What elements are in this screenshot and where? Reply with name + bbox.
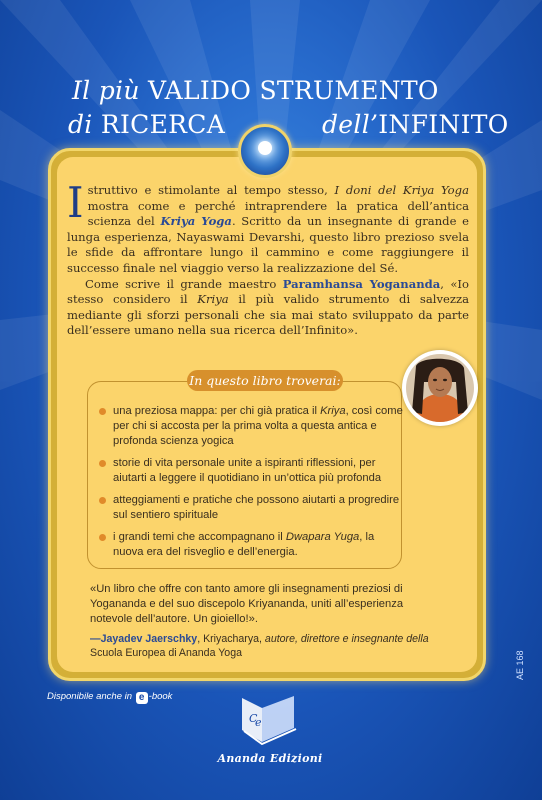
intro-p2-b: , «Io stesso considero il: [67, 276, 469, 307]
ebook-text: Disponibile anche in: [47, 691, 133, 702]
highlights-label: In questo libro troverai:: [187, 370, 343, 391]
item-4-yuga: Dwapara Yuga: [285, 531, 360, 543]
catalog-code: AE 168: [515, 650, 525, 680]
quote-role-b: autore, direttore e insegnante della: [264, 633, 429, 645]
item-4-a: i grandi temi che accompagnano il: [113, 531, 286, 543]
list-item: [99, 530, 404, 560]
bullet-icon: [99, 460, 106, 467]
item-3: atteggiamenti e pratiche che possono aiutarti a progredire sul sentiero spirituale: [113, 494, 400, 521]
list-item: [99, 493, 404, 523]
quote-author: —Jayadev Jaerschky: [90, 633, 198, 645]
intro-paragraph-2: [67, 277, 469, 339]
portrait-image: [402, 350, 478, 426]
publisher-name: Ananda Edizioni: [217, 752, 323, 765]
testimonial-quote: [90, 582, 420, 626]
book-title: I doni del Kriya Yoga: [334, 183, 469, 197]
bullet-icon: [99, 497, 106, 504]
quote-role-a: , Kriyacharya,: [197, 633, 265, 645]
headline-line2-italic: di: [68, 110, 93, 139]
svg-text:e: e: [255, 716, 262, 729]
item-1-b: , così come per chi si accosta per la prima volta a questa antica e profonda scienza yogica: [113, 405, 403, 447]
bullet-icon: [99, 534, 106, 541]
e-book-icon: e: [136, 692, 148, 704]
highlights-list: [99, 404, 404, 567]
intro-p2-c: il più valido strumento di salvezza mediante gli sforzi personali che sia mai stato sviluppato da parte dell’essere umano nella sua ricerca dell’Infinito».: [67, 292, 469, 338]
drop-cap: I: [67, 178, 84, 227]
headline-line2-caps: RICERCA: [100, 110, 226, 139]
item-1-kriya: Kriya: [320, 405, 346, 417]
item-1-a: una preziosa mappa: per chi già pratica il: [113, 405, 321, 417]
kriya-term: Kriya: [197, 292, 229, 307]
svg-text:C: C: [249, 712, 258, 725]
yogananda-name: Paramhansa Yogananda: [282, 276, 441, 291]
headline-line1-italic: Il più: [72, 76, 140, 105]
headline-line2-right-italic: dell’: [322, 110, 379, 139]
quote-role-c: Scuola Europea di Ananda Yoga: [90, 647, 242, 659]
intro-p1-b: mostra come e perché intraprendere la pratica dell’antica scienza del: [87, 198, 469, 229]
intro-paragraph-1: [67, 178, 469, 277]
intro-p1-a: struttivo e stimolante al tempo stesso,: [87, 183, 335, 197]
headline-line1-caps: VALIDO STRUMENTO: [147, 76, 439, 105]
bullet-icon: [99, 408, 106, 415]
list-item: [99, 456, 404, 486]
headline-line2-right-caps: INFINITO: [378, 110, 509, 139]
quote-attribution: [90, 632, 430, 660]
intro-text: [67, 178, 469, 339]
quote-text: «Un libro che offre con tanto amore gli insegnamenti preziosi di Yogananda e del suo discepolo Kriyananda, uniti all’esperienza notevole dell’autore. Un gioiello!».: [90, 583, 404, 625]
list-item: [99, 404, 404, 449]
item-4-b: , la nuova era del risveglio e dell’energia.: [113, 531, 375, 558]
kriya-yoga-term: Kriya Yoga: [160, 214, 232, 229]
publisher-book-logo: [236, 690, 308, 750]
ebook-availability: [47, 691, 172, 704]
ebook-suffix: -book: [148, 691, 173, 702]
intro-p1-c: . Scritto da un insegnante di grande e lunga esperienza, Nayaswami Devarshi, questo libro prezioso svela le sfide da affrontare lungo il cammino e come raggiungere il successo finale nel viaggio verso la realizzazione del Sé.: [67, 214, 469, 275]
item-2: storie di vita personale unite a ispiranti riflessioni, per aiutarti a leggere il quotidiano in un’ottica più profonda: [113, 457, 382, 484]
intro-p2-a: Come scrive il grande maestro: [85, 276, 283, 291]
light-medallion-icon: [238, 124, 292, 178]
